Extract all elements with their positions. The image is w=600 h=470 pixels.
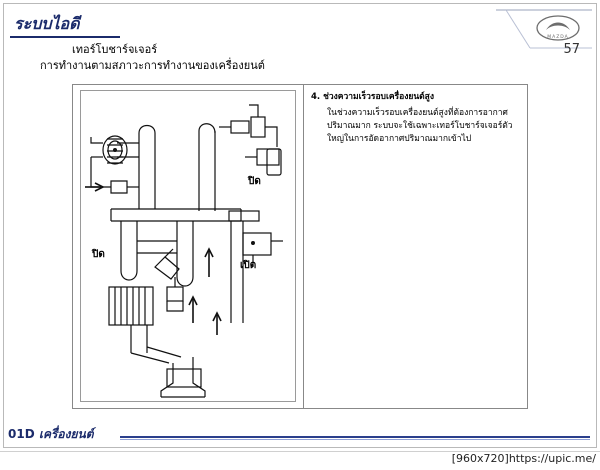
page-title: ระบบไอดี [14, 14, 80, 33]
footer-label [8, 425, 94, 444]
engine-intake-diagram [80, 90, 296, 402]
diagram-label-open-left: ปิด [92, 249, 105, 260]
subtitle-primary: เทอร์โบชาร์จเจอร์ [72, 43, 158, 56]
status-bar-info [452, 452, 596, 465]
note-heading: 4. ช่วงความเร็วรอบเครื่องยนต์สูง [311, 92, 435, 102]
note-body: ในช่วงความเร็วรอบเครื่องยนต์สูงที่ต้องการอากาศปริมาณมาก ระบบจะใช้เฉพาะเทอร์โบชาร์จเจอร์ตัวใหญ่ในการอัดอากาศปริมาณมากเข้าไป [327, 108, 513, 144]
subtitle-secondary: การทำงานตามสภาวะการทำงานของเครื่องยนต์ [40, 59, 265, 72]
image-resolution: [960x720] [451, 452, 509, 465]
footer-rule-secondary [120, 439, 590, 440]
page-number: 57 [563, 42, 580, 57]
footer-code: 01D [8, 427, 35, 441]
content-divider [303, 84, 304, 409]
diagram-label-open-right: เปิด [240, 260, 257, 271]
footer-subject: เครื่องยนต์ [38, 427, 94, 441]
source-url: https://upic.me/ [508, 452, 596, 465]
diagram-label-closed-top: ปิด [248, 176, 261, 187]
footer-rule [120, 436, 590, 438]
logo-wordmark: MAZDA [547, 35, 569, 40]
title-underline [10, 36, 120, 38]
